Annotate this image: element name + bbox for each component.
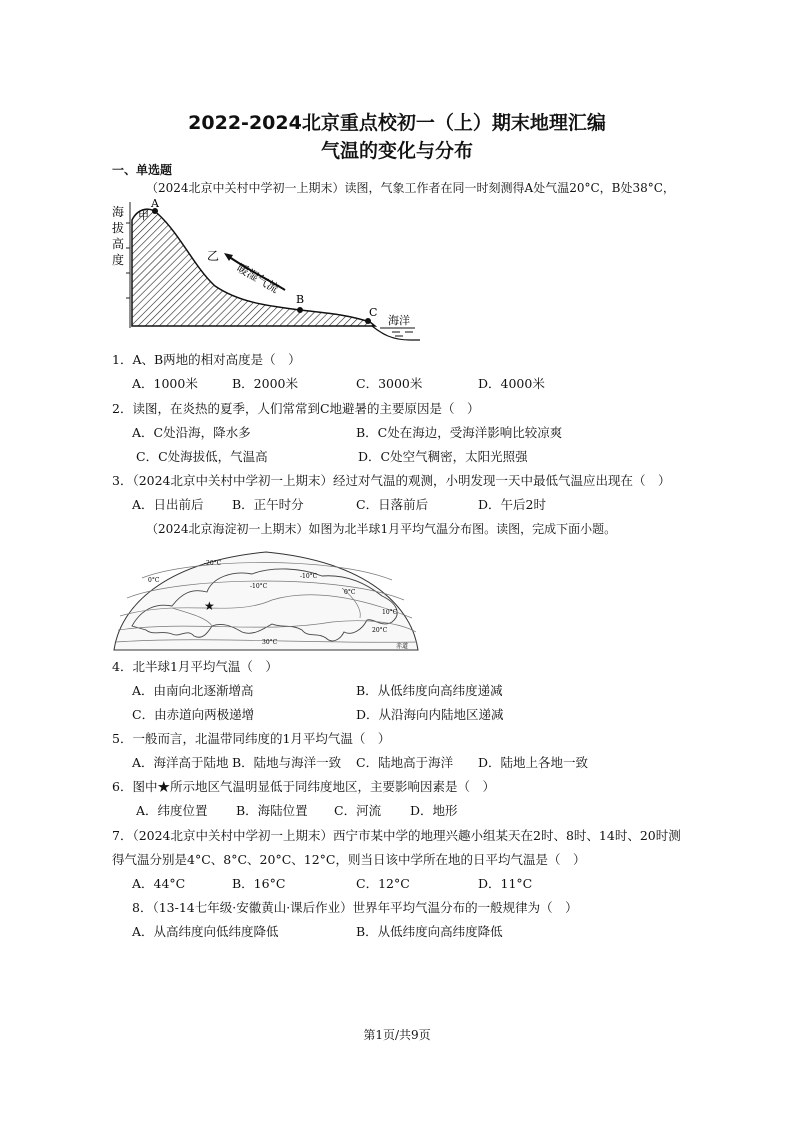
q5-stem: 5．一般而言，北温带同纬度的1月平均气温（ ） [112, 731, 391, 746]
q4-option-a: A．由南向北逐渐增高 [132, 683, 254, 698]
q5-option-b: B．陆地与海洋一致 [232, 755, 342, 770]
q8-option-a: A．从高纬度向低纬度降低 [132, 924, 279, 939]
iso-label-5: 20°C [372, 627, 388, 634]
iso-label-7: 0°C [148, 577, 160, 584]
q3-option-c: C．日落前后 [356, 497, 429, 512]
q3-stem: 3．（2024北京中关村中学初一上期末）经过对气温的观测，小明发现一天中最低气温应出现在（ ） [112, 473, 671, 488]
q2-stem: 2．读图，在炎热的夏季，人们常常到C地避暑的主要原因是（ ） [112, 401, 480, 416]
q7-option-b: B．16°C [232, 876, 286, 891]
iso-label-6: 30°C [262, 639, 278, 646]
q4-stem: 4．北半球1月平均气温（ ） [112, 659, 278, 674]
q7-option-c: C．12°C [356, 876, 410, 891]
q2-option-a: A．C处沿海，降水多 [132, 425, 251, 440]
label-a: A [151, 198, 159, 210]
section-heading: 一、单选题 [112, 163, 173, 177]
iso-label-8: -10°C [250, 583, 268, 590]
axis-label-4: 度 [112, 253, 125, 267]
q7-option-d: D．11°C [478, 876, 533, 891]
star-marker: ★ [204, 599, 215, 613]
label-airflow: 暖湿气流 [234, 260, 282, 296]
q6-option-c: C．河流 [334, 803, 382, 818]
q7-stem-line2: 得气温分别是4°C、8°C、20°C、12°C，则当日该中学所在地的日平均气温是（ ） [112, 852, 586, 867]
intro-text-2: （2024北京海淀初一上期末）如图为北半球1月平均气温分布图。读图，完成下面小题。 [146, 522, 617, 536]
q8-option-b: B．从低纬度向高纬度降低 [356, 924, 503, 939]
q1-option-a: A．1000米 [132, 376, 198, 391]
q4-option-d: D．从沿海向内陆地区递减 [356, 707, 504, 722]
intro-text-1: （2024北京中关村中学初一上期末）读图，气象工作者在同一时刻测得A处气温20°C，B处38°C， [146, 181, 675, 195]
q5-option-a: A．海洋高于陆地 [132, 755, 229, 770]
q6-option-a: A．纬度位置 [136, 803, 208, 818]
q1-option-d: D．4000米 [478, 376, 545, 391]
q1-stem: 1．A、B两地的相对高度是（ ） [112, 352, 301, 367]
page-subtitle: 气温的变化与分布 [320, 140, 473, 162]
isotherm-map-figure [112, 548, 420, 652]
iso-label-3: 0°C [344, 589, 356, 596]
q8-stem: 8．（13-14七年级·安徽黄山·课后作业）世界年平均气温分布的一般规律为（ ） [132, 900, 578, 915]
label-jia: 甲 [138, 209, 149, 222]
terrain-figure [110, 198, 430, 348]
q4-option-b: B．从低纬度向高纬度递减 [356, 683, 503, 698]
q2-option-d: D．C处空气稠密，太阳光照强 [358, 449, 528, 464]
label-c: C [369, 306, 378, 319]
q4-option-c: C．由赤道向两极递增 [132, 707, 255, 722]
q2-option-c: C．C处海拔低，气温高 [136, 449, 268, 464]
q2-option-b: B．C处在海边，受海洋影响比较凉爽 [356, 425, 563, 440]
q6-option-b: B．海陆位置 [236, 803, 308, 818]
q3-option-d: D．午后2时 [478, 497, 546, 512]
q1-option-c: C．3000米 [356, 376, 423, 391]
axis-label-1: 海 [112, 205, 125, 219]
iso-label-2: -10°C [300, 573, 318, 580]
axis-label-3: 高 [112, 237, 125, 251]
q1-option-b: B．2000米 [232, 376, 298, 391]
page-title: 2022-2024北京重点校初一（上）期末地理汇编 [188, 112, 606, 134]
q3-option-b: B．正午时分 [232, 497, 304, 512]
equator-label: 赤道 [396, 643, 409, 650]
iso-label-1: -20°C [204, 560, 222, 567]
iso-label-4: 10°C [382, 609, 398, 616]
q5-option-d: D．陆地上各地一致 [478, 755, 589, 770]
q6-stem: 6．图中★所示地区气温明显低于同纬度地区，主要影响因素是（ ） [112, 779, 495, 794]
q6-option-d: D．地形 [410, 803, 458, 818]
label-yi: 乙 [207, 249, 220, 263]
q5-option-c: C．陆地高于海洋 [356, 755, 454, 770]
q7-stem-line1: 7．（2024北京中关村中学初一上期末）西宁市某中学的地理兴趣小组某天在2时、8时、14时、20时测 [112, 828, 681, 843]
q3-option-a: A．日出前后 [132, 497, 204, 512]
label-b: B [296, 293, 305, 306]
page-footer: 第1页/共9页 [363, 1028, 431, 1042]
label-ocean: 海洋 [388, 314, 410, 327]
q7-option-a: A．44°C [132, 876, 186, 891]
point-b [297, 307, 303, 313]
axis-label-2: 拔 [112, 221, 125, 235]
